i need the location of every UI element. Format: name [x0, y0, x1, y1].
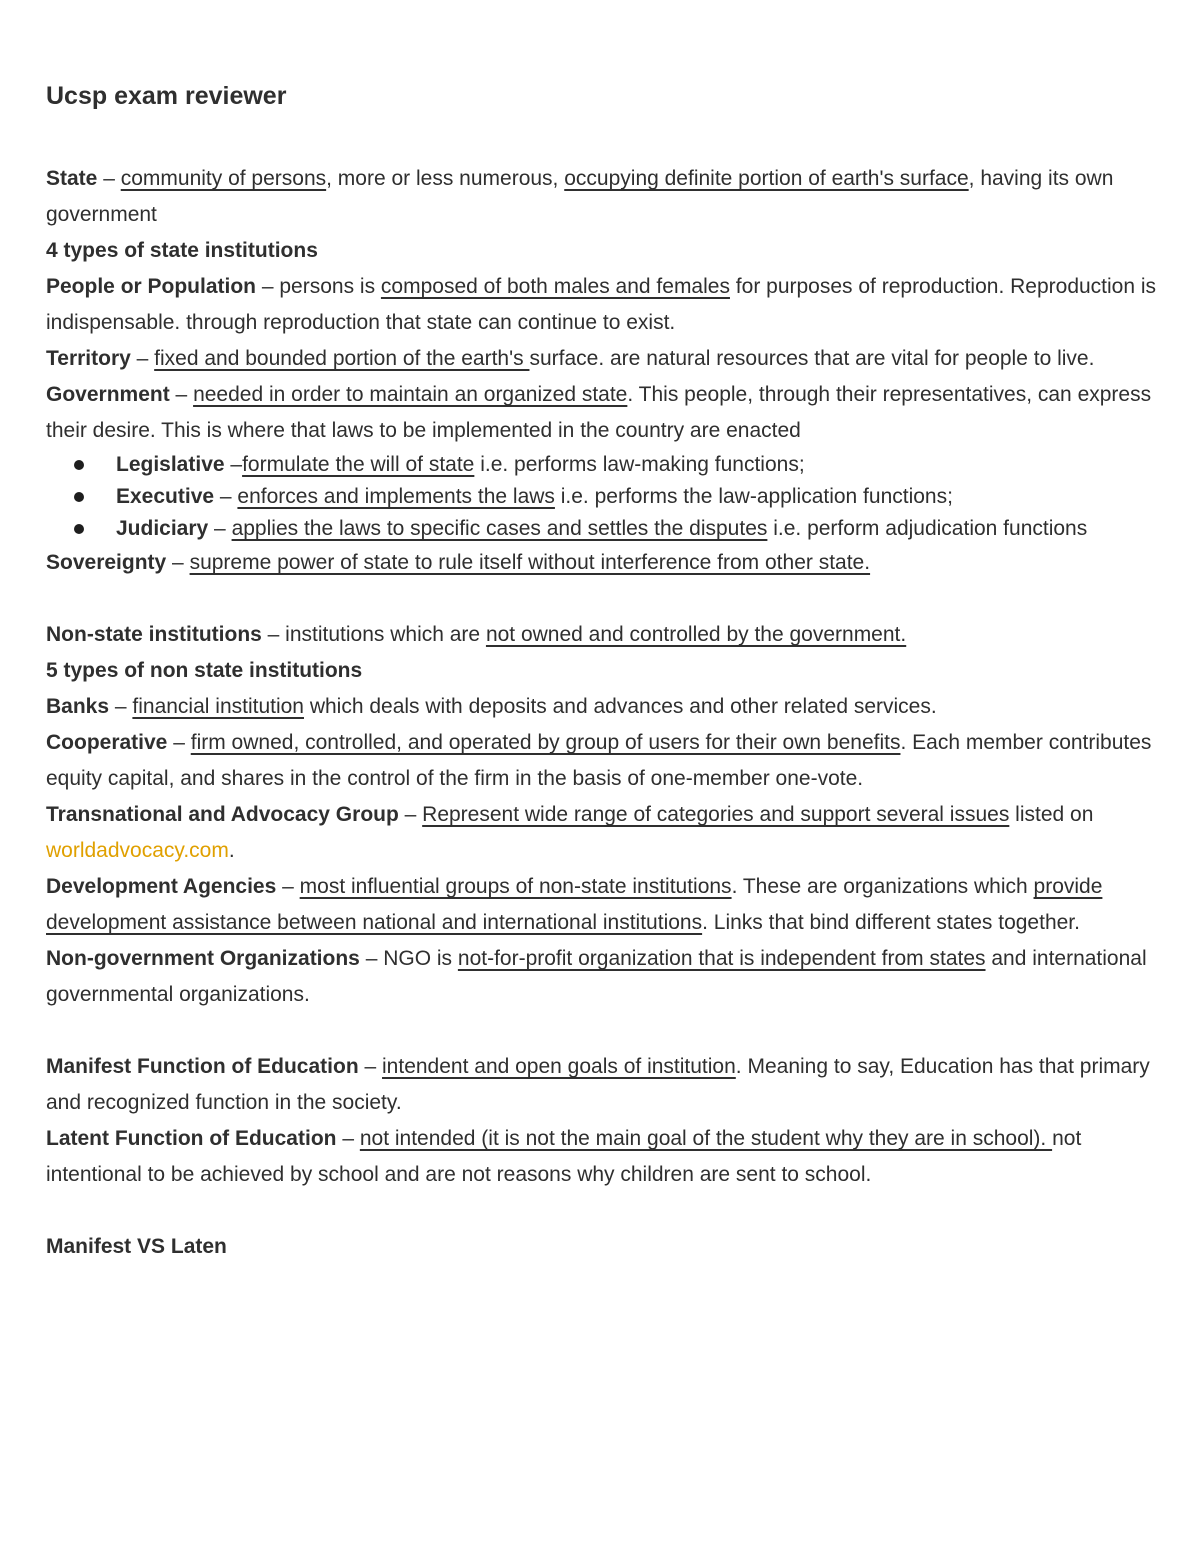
- state-types-heading: 4 types of state institutions: [46, 239, 318, 262]
- term-cooperative: Cooperative: [46, 731, 168, 754]
- underline-text: needed in order to maintain an organized state: [193, 383, 628, 406]
- underline-text: composed of both males and females: [380, 275, 730, 298]
- spacer: [46, 1013, 1161, 1049]
- manifest-definition: Manifest Function of Education – intendent and open goals of institution. Meaning to say, Education has that primary and recognized function in the society.: [46, 1055, 1150, 1114]
- state-definition: State – community of persons, more or less numerous, occupying definite portion of earth's surface, having its own government: [46, 167, 1114, 226]
- nonstate-definition: Non-state institutions – institutions which are not owned and controlled by the government.: [46, 623, 907, 646]
- government-definition: Government – needed in order to maintain an organized state. This people, through their representatives, can express their desire. This is where that laws to be implemented in the country are enacted: [46, 383, 1152, 442]
- term-ngo: Non-government Organizations: [46, 947, 360, 970]
- term-sovereignty: Sovereignty: [46, 551, 167, 574]
- banks-definition: Banks – financial institution which deals with deposits and advances and other related services.: [46, 695, 937, 718]
- latent-definition: Latent Function of Education – not intended (it is not the main goal of the student why they are in school). not intentional to be achieved by school and are not reasons why children are sent to school.: [46, 1127, 1082, 1186]
- term-state: State: [46, 167, 98, 190]
- underline-text: not intended (it is not the main goal of the student why they are in school).: [359, 1127, 1053, 1150]
- development-definition: Development Agencies – most influential groups of non-state institutions. These are organizations which provide development assistance between national and international institutions. Links that bind different states together.: [46, 875, 1103, 934]
- underline-text: occupying definite portion of earth's surface: [564, 167, 969, 190]
- spacer: [46, 581, 1161, 617]
- list-item-legislative: Legislative –formulate the will of state i.e. performs law-making functions;: [116, 449, 1161, 481]
- underline-text: not-for-profit organization that is independent from states: [457, 947, 986, 970]
- spacer: [46, 1193, 1161, 1229]
- term-manifest: Manifest Function of Education: [46, 1055, 359, 1078]
- underline-text: intendent and open goals of institution: [382, 1055, 736, 1078]
- term-transnational: Transnational and Advocacy Group: [46, 803, 399, 826]
- underline-text: most influential groups of non-state institutions: [299, 875, 732, 898]
- underline-text: supreme power of state to rule itself without interference from other state.: [189, 551, 871, 574]
- transnational-definition: Transnational and Advocacy Group – Represent wide range of categories and support several issues listed on worldadvocacy.com.: [46, 803, 1094, 862]
- underline-text: applies the laws to specific cases and settles the disputes: [231, 517, 768, 540]
- term-development: Development Agencies: [46, 875, 277, 898]
- sovereignty-definition: Sovereignty – supreme power of state to rule itself without interference from other state.: [46, 551, 871, 574]
- government-branches-list: [46, 449, 1161, 545]
- ngo-definition: Non-government Organizations – NGO is not-for-profit organization that is independent from states and international governmental organizations.: [46, 947, 1147, 1006]
- term-people: People or Population: [46, 275, 257, 298]
- nonstate-types-heading: 5 types of non state institutions: [46, 659, 363, 682]
- worldadvocacy-link[interactable]: worldadvocacy.com: [46, 839, 229, 862]
- cooperative-definition: Cooperative – firm owned, controlled, and operated by group of users for their own benefits. Each member contributes equity capital, and shares in the control of the firm in the basis of one-member one-vote.: [46, 731, 1152, 790]
- underline-text: formulate the will of state: [242, 453, 475, 476]
- manifest-vs-heading: Manifest VS Laten: [46, 1235, 227, 1258]
- underline-text: not owned and controlled by the government.: [485, 623, 907, 646]
- term-latent: Latent Function of Education: [46, 1127, 337, 1150]
- underline-text: enforces and implements the laws: [237, 485, 555, 508]
- underline-text: fixed and bounded portion of the earth's: [154, 347, 530, 370]
- term-banks: Banks: [46, 695, 110, 718]
- underline-text: provide development assistance between national and international institutions: [46, 875, 1103, 934]
- underline-text: Represent wide range of categories and support several issues: [422, 803, 1010, 826]
- underline-text: financial institution: [132, 695, 304, 718]
- underline-text: community of persons: [120, 167, 327, 190]
- term-nonstate: Non-state institutions: [46, 623, 262, 646]
- list-item-executive: Executive – enforces and implements the laws i.e. performs the law-application functions;: [116, 481, 1161, 513]
- term-territory: Territory: [46, 347, 131, 370]
- people-definition: People or Population – persons is composed of both males and females for purposes of reproduction. Reproduction is indispensable. through reproduction that state can continue to exist.: [46, 275, 1157, 334]
- list-item-judiciary: Judiciary – applies the laws to specific cases and settles the disputes i.e. perform adjudication functions: [116, 513, 1161, 545]
- document-page: [46, 76, 1161, 1265]
- term-government: Government: [46, 383, 170, 406]
- territory-definition: Territory – fixed and bounded portion of the earth's surface. are natural resources that are vital for people to live.: [46, 347, 1095, 370]
- document-title: Ucsp exam reviewer: [46, 82, 287, 110]
- underline-text: firm owned, controlled, and operated by group of users for their own benefits: [190, 731, 901, 754]
